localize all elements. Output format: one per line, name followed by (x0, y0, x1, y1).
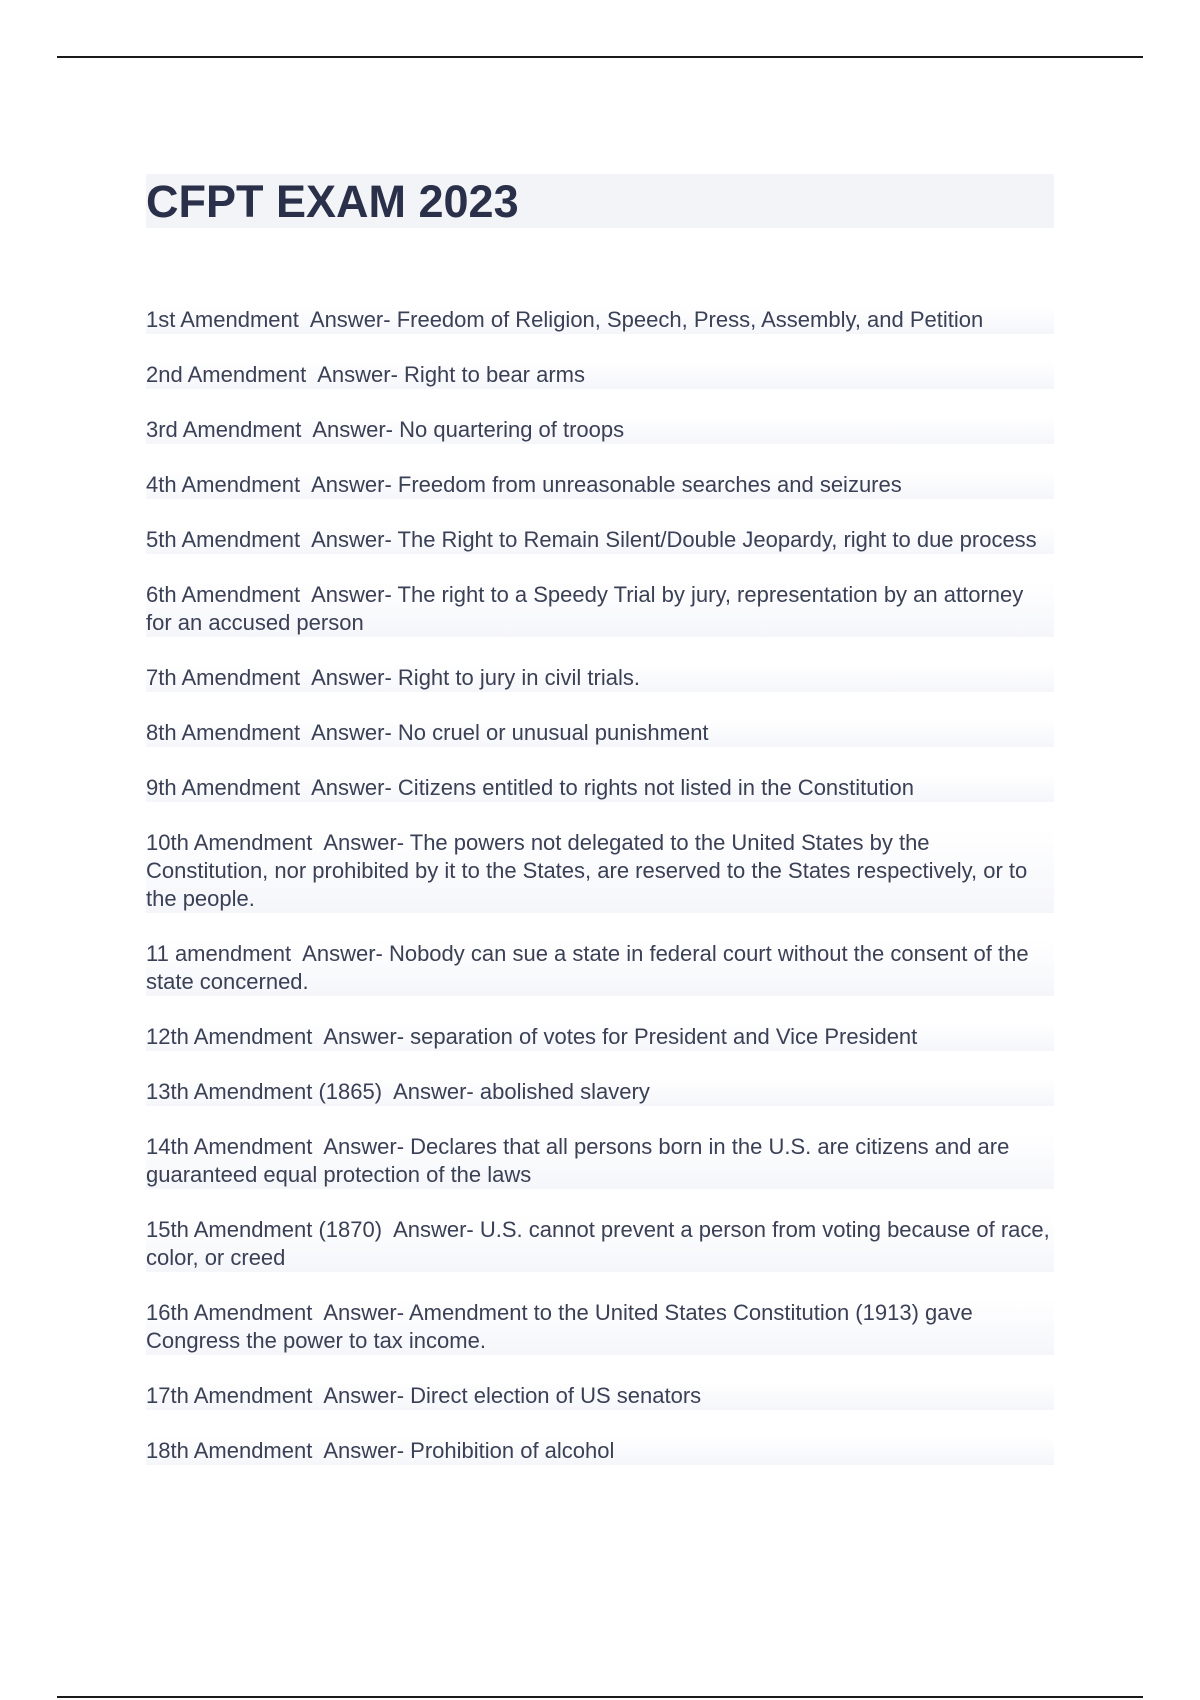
qa-item (146, 1078, 1054, 1106)
qa-answer: Answer- separation of votes for President and Vice President (323, 1024, 918, 1049)
qa-answer: Answer- Freedom from unreasonable searches and seizures (311, 472, 902, 497)
qa-term: 2nd Amendment (146, 362, 307, 387)
qa-item (146, 1133, 1054, 1189)
qa-item (146, 306, 1054, 334)
qa-term: 12th Amendment (146, 1024, 313, 1049)
qa-term: 5th Amendment (146, 527, 301, 552)
qa-answer: Answer- The powers not delegated to the United States by the Constitution, nor prohibited by it to the States, are reserved to the States respectively, or to the people. (146, 830, 1028, 911)
qa-term: 7th Amendment (146, 665, 301, 690)
qa-item (146, 581, 1054, 637)
qa-item (146, 940, 1054, 996)
qa-item (146, 1382, 1054, 1410)
qa-item (146, 471, 1054, 499)
document-body (146, 174, 1054, 1492)
qa-item (146, 1023, 1054, 1051)
qa-term: 6th Amendment (146, 582, 301, 607)
qa-term: 4th Amendment (146, 472, 301, 497)
qa-term: 11 amendment (146, 941, 292, 966)
qa-term: 13th Amendment (1865) (146, 1079, 383, 1104)
bottom-rule (57, 1696, 1143, 1698)
qa-term: 18th Amendment (146, 1438, 313, 1463)
qa-answer: Answer- Right to bear arms (317, 362, 586, 387)
qa-item (146, 664, 1054, 692)
qa-item (146, 1299, 1054, 1355)
qa-term: 8th Amendment (146, 720, 301, 745)
qa-term: 14th Amendment (146, 1134, 313, 1159)
qa-item (146, 1437, 1054, 1465)
qa-answer: Answer- Nobody can sue a state in federal court without the consent of the state concerned. (146, 941, 1029, 994)
qa-answer: Answer- Direct election of US senators (323, 1383, 702, 1408)
qa-item (146, 1216, 1054, 1272)
qa-answer: Answer- The Right to Remain Silent/Double Jeopardy, right to due process (311, 527, 1037, 552)
qa-answer: Answer- Citizens entitled to rights not listed in the Constitution (311, 775, 914, 800)
qa-term: 17th Amendment (146, 1383, 313, 1408)
title-band (146, 174, 1054, 228)
qa-answer: Answer- No cruel or unusual punishment (311, 720, 709, 745)
qa-answer: Answer- Declares that all persons born in the U.S. are citizens and are guaranteed equal protection of the laws (146, 1134, 1010, 1187)
qa-item (146, 829, 1054, 913)
qa-answer: Answer- Freedom of Religion, Speech, Press, Assembly, and Petition (309, 307, 984, 332)
qa-answer: Answer- No quartering of troops (312, 417, 625, 442)
qa-list (146, 306, 1054, 1465)
qa-term: 3rd Amendment (146, 417, 302, 442)
qa-item (146, 774, 1054, 802)
top-rule (57, 56, 1143, 58)
qa-answer: Answer- Prohibition of alcohol (323, 1438, 615, 1463)
qa-answer: Answer- U.S. cannot prevent a person from voting because of race, color, or creed (146, 1217, 1050, 1270)
qa-item (146, 416, 1054, 444)
qa-answer: Answer- The right to a Speedy Trial by jury, representation by an attorney for an accused person (146, 582, 1024, 635)
qa-term: 16th Amendment (146, 1300, 313, 1325)
qa-answer: Answer- Amendment to the United States Constitution (1913) gave Congress the power to tax income. (146, 1300, 973, 1353)
page-title: CFPT EXAM 2023 (146, 175, 519, 227)
qa-term: 1st Amendment (146, 307, 299, 332)
qa-item (146, 361, 1054, 389)
qa-answer: Answer- abolished slavery (393, 1079, 650, 1104)
qa-term: 9th Amendment (146, 775, 301, 800)
qa-term: 10th Amendment (146, 830, 313, 855)
qa-item (146, 526, 1054, 554)
qa-term: 15th Amendment (1870) (146, 1217, 383, 1242)
qa-item (146, 719, 1054, 747)
qa-answer: Answer- Right to jury in civil trials. (311, 665, 640, 690)
